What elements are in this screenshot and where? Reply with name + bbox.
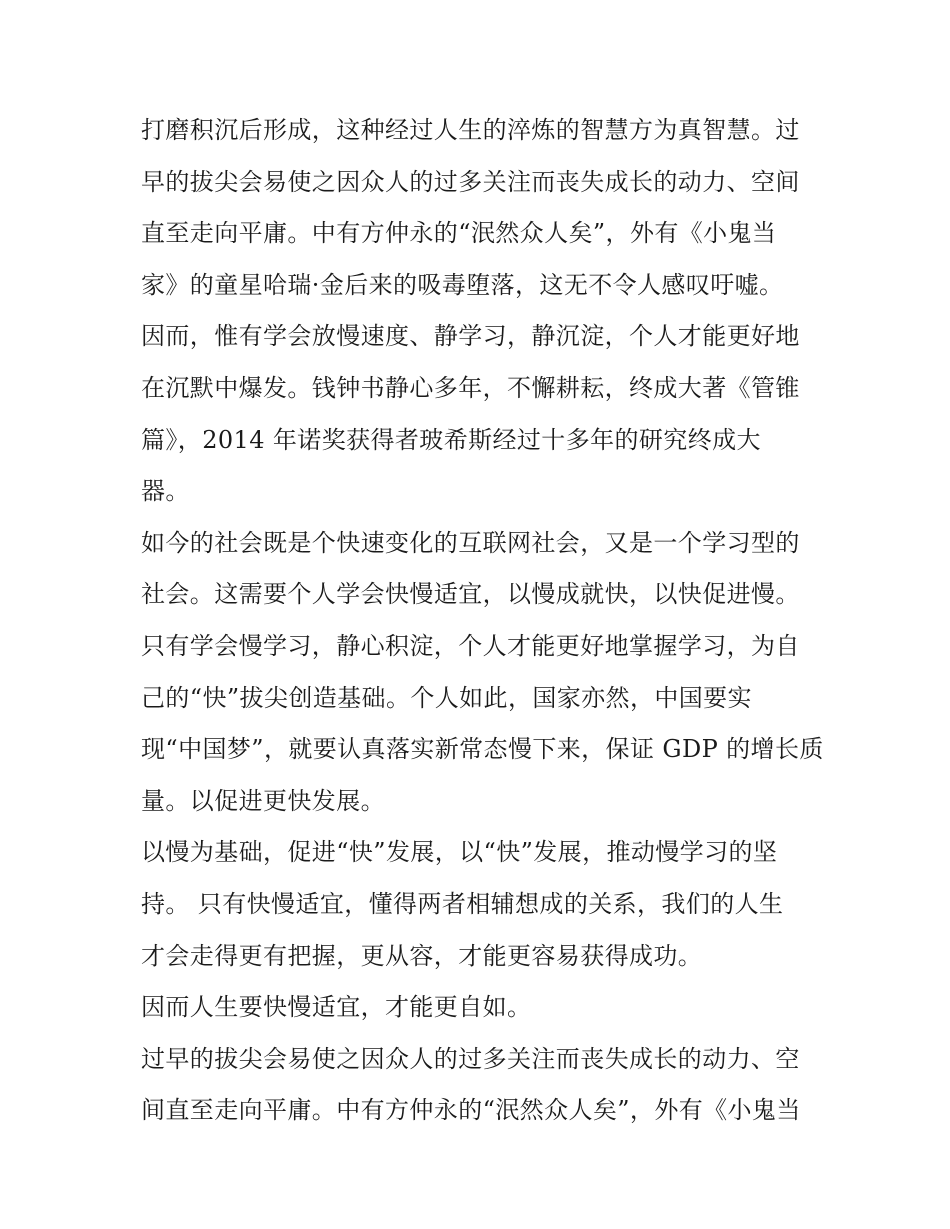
text-line: 只有学会慢学习，静心积淀，个人才能更好地掌握学习，为自 (141, 631, 800, 660)
text-line: 直至走向平庸。中有方仲永的“泯然众人矣”，外有《小鬼当 (141, 219, 777, 248)
text-line: 篇》，2014 年诺奖获得者玻希斯经过十多年的研究终成大 (141, 425, 761, 454)
text-line: 间直至走向平庸。中有方仲永的“泯然众人矣”，外有《小鬼当 (141, 1096, 801, 1125)
text-line: 家》的童星哈瑞·金后来的吸毒堕落，这无不令人感叹吁嘘。 (141, 270, 784, 299)
text-line: 社会。这需要个人学会快慢适宜，以慢成就快，以快促进慢。 (141, 580, 800, 609)
text-line: 量。以促进更快发展。 (141, 786, 385, 815)
text-line: 器。 (141, 477, 190, 506)
text-line: 打磨积沉后形成，这种经过人生的淬炼的智慧方为真智慧。过 (141, 116, 800, 144)
text-line: 持。 只有快慢适宜，懂得两者相辅想成的关系，我们的人生 (141, 889, 784, 918)
text-line: 早的拔尖会易使之因众人的过多关注而丧失成长的动力、空间 (141, 167, 800, 196)
essay-text (141, 110, 824, 1142)
text-line: 因而，惟有学会放慢速度、静学习，静沉淀，个人才能更好地 (141, 322, 800, 351)
text-line: 才会走得更有把握，更从容，才能更容易获得成功。 (141, 941, 703, 970)
text-line: 过早的拔尖会易使之因众人的过多关注而丧失成长的动力、空 (141, 1044, 800, 1073)
text-line: 己的“快”拔尖创造基础。个人如此，国家亦然，中国要实 (141, 683, 752, 712)
text-line: 如今的社会既是个快速变化的互联网社会，又是一个学习型的 (141, 528, 800, 557)
text-line: 现“中国梦”，就要认真落实新常态慢下来，保证 GDP 的增长质 (141, 735, 824, 764)
text-line: 以慢为基础，促进“快”发展，以“快”发展，推动慢学习的坚 (141, 838, 778, 867)
text-line: 因而人生要快慢适宜，才能更自如。 (141, 993, 532, 1022)
text-line: 在沉默中爆发。钱钟书静心多年，不懈耕耘，终成大著《管锥 (141, 373, 800, 402)
